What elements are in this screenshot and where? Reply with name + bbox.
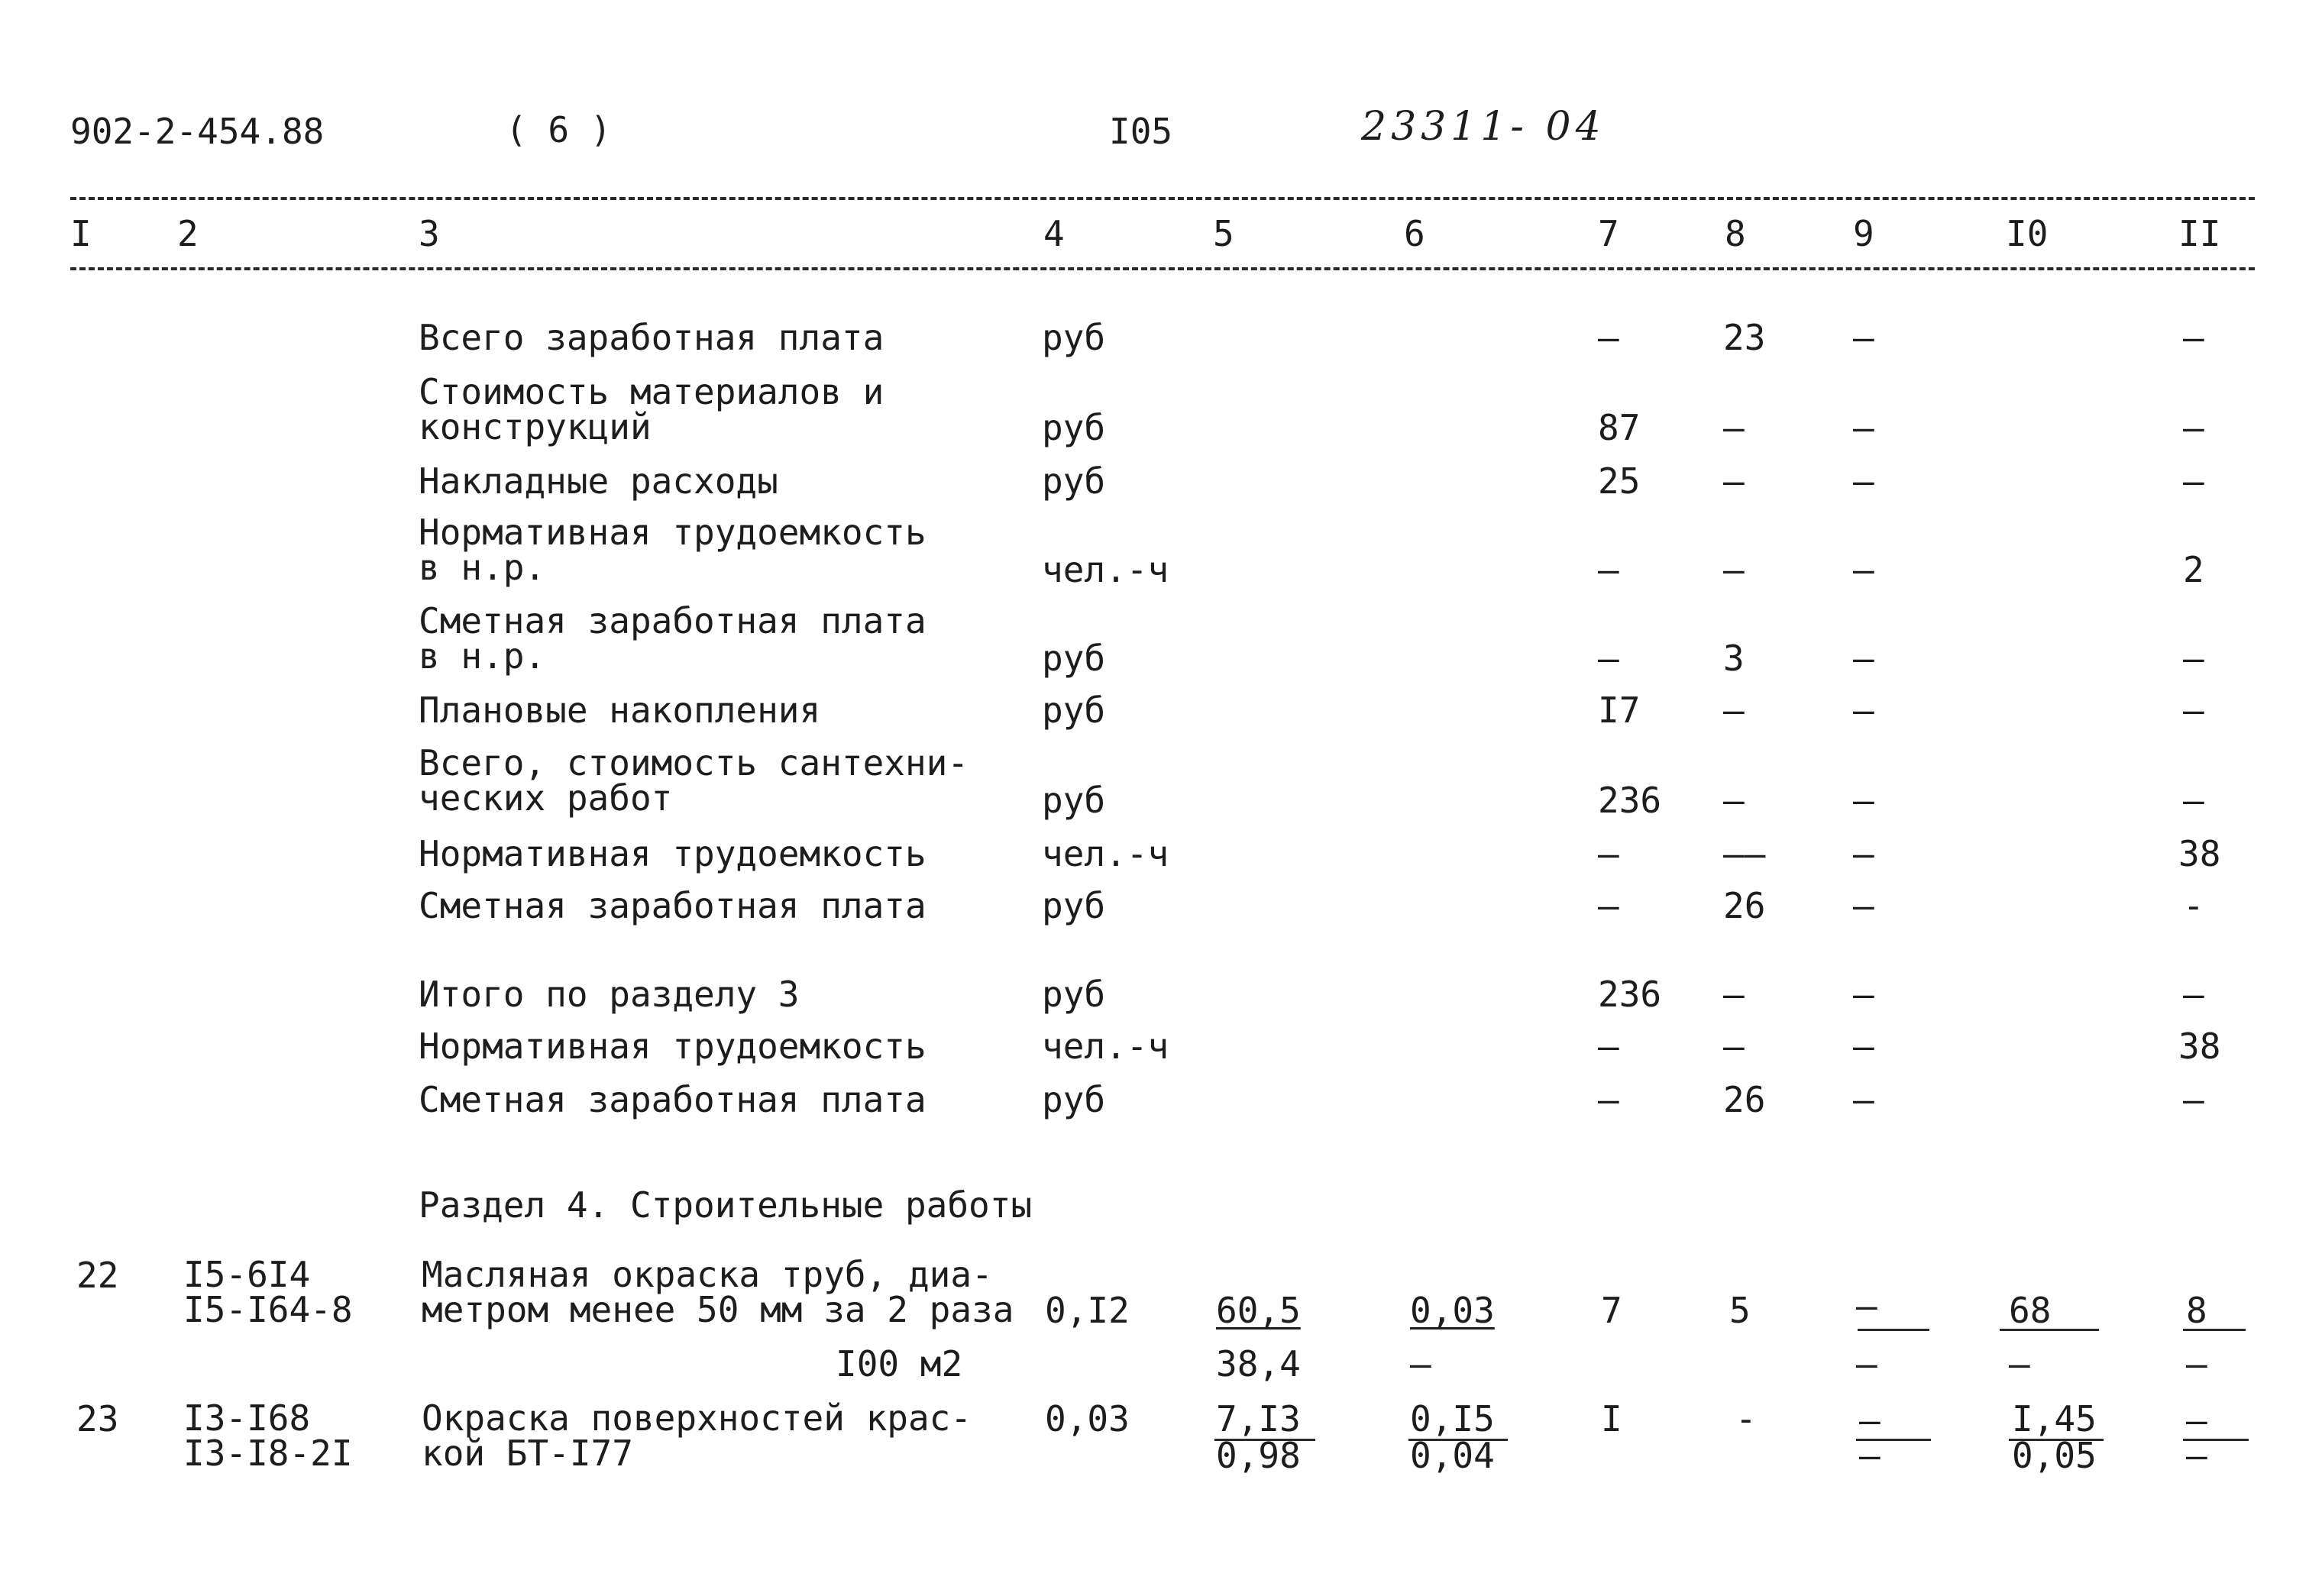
col-header-8: 8 (1725, 213, 1746, 254)
row-unit: чел.-ч (1042, 833, 1169, 874)
row-col11: - (2183, 885, 2204, 926)
row-col11: 38 (2178, 833, 2221, 874)
row-col11: – (2183, 407, 2204, 448)
item-col11-top: 8 (2186, 1290, 2207, 1331)
row-col7: – (1598, 885, 1619, 926)
row-label: Стоимость материалов и (419, 371, 884, 412)
row-col7: – (1598, 833, 1619, 874)
row-col9: – (1853, 407, 1874, 448)
row-col11: – (2183, 317, 2204, 358)
header-top-rule (70, 197, 2255, 200)
row-col11: – (2183, 690, 2204, 731)
item-col6-top: 0,I5 (1410, 1398, 1495, 1439)
row-col9: – (1853, 885, 1874, 926)
row-label: в н.р. (419, 635, 546, 677)
item-col8: 5 (1729, 1290, 1751, 1331)
item-col8: - (1735, 1398, 1757, 1439)
fraction-line (2183, 1329, 2246, 1331)
row-col8: – (1723, 549, 1745, 590)
row-col11: – (2183, 638, 2204, 679)
item-col6-bottom: – (1410, 1343, 1431, 1384)
item-col5-bottom: 38,4 (1216, 1343, 1301, 1384)
item-col6-bottom: 0,04 (1410, 1435, 1495, 1476)
row-col8: – (1723, 974, 1745, 1015)
item-col7: I (1601, 1398, 1622, 1439)
col-header-7: 7 (1598, 213, 1619, 254)
row-col11: – (2183, 1079, 2204, 1120)
row-col8: – (1723, 690, 1745, 731)
row-label: Нормативная трудоемкость (419, 1026, 927, 1067)
row-col9: – (1853, 549, 1874, 590)
item-col9-bottom: – (1859, 1435, 1881, 1476)
item-description: Масляная окраска труб, диа- (422, 1254, 993, 1295)
col-header-10: I0 (2006, 213, 2049, 254)
item-col5-top: 7,I3 (1216, 1398, 1301, 1439)
row-unit: руб (1042, 317, 1106, 358)
row-col7: 236 (1598, 974, 1662, 1015)
row-col8: –– (1723, 833, 1766, 874)
row-col9: – (1853, 974, 1874, 1015)
row-col9: – (1853, 1079, 1874, 1120)
item-col9-bottom: – (1856, 1343, 1877, 1384)
row-col7: – (1598, 549, 1619, 590)
item-col10-top: 68 (2009, 1290, 2052, 1331)
row-col7: – (1598, 1079, 1619, 1120)
col-header-1: I (70, 213, 92, 254)
row-col8: – (1723, 780, 1745, 821)
row-label: Всего заработная плата (419, 317, 884, 358)
row-col8: – (1723, 460, 1745, 502)
row-unit: руб (1042, 638, 1106, 679)
row-col7: – (1598, 1026, 1619, 1067)
row-label: Нормативная трудоемкость (419, 833, 927, 874)
item-number: 23 (76, 1398, 119, 1439)
col-header-4: 4 (1043, 213, 1065, 254)
row-col7: 87 (1598, 407, 1641, 448)
fraction-line (2000, 1329, 2099, 1331)
row-col8: – (1723, 407, 1745, 448)
row-col9: – (1853, 780, 1874, 821)
row-label: Накладные расходы (419, 460, 778, 502)
item-quantity: 0,03 (1045, 1398, 1130, 1439)
item-col11-bottom: – (2186, 1343, 2207, 1384)
row-col11: 2 (2183, 549, 2204, 590)
handwritten-number: 23311- 04 (1361, 104, 1606, 150)
col-header-5: 5 (1213, 213, 1234, 254)
row-col9: – (1853, 1026, 1874, 1067)
header-bottom-rule (70, 267, 2255, 270)
part-number: ( 6 ) (506, 109, 612, 150)
row-col9: – (1853, 833, 1874, 874)
row-col11: – (2183, 780, 2204, 821)
col-header-6: 6 (1404, 213, 1425, 254)
row-unit: руб (1042, 780, 1106, 821)
row-unit: руб (1042, 460, 1106, 502)
item-col10-top: I,45 (2012, 1398, 2097, 1439)
item-number: 22 (76, 1255, 119, 1296)
row-unit: руб (1042, 885, 1106, 926)
item-col10-bottom: – (2009, 1343, 2030, 1384)
item-col11-top: – (2186, 1400, 2207, 1441)
col-header-2: 2 (177, 213, 199, 254)
page-number: I05 (1109, 111, 1173, 152)
item-col11-bottom: – (2186, 1435, 2207, 1476)
row-col11: – (2183, 974, 2204, 1015)
row-label: Всего, стоимость сантехни- (419, 742, 969, 783)
row-unit: руб (1042, 407, 1106, 448)
row-label: Сметная заработная плата (419, 600, 927, 641)
item-description: метром менее 50 мм за 2 раза (422, 1289, 1014, 1330)
row-label: Плановые накопления (419, 690, 821, 731)
row-col9: – (1853, 638, 1874, 679)
row-label: в н.р. (419, 547, 546, 588)
row-label: Итого по разделу 3 (419, 974, 800, 1015)
item-col5-bottom: 0,98 (1216, 1435, 1301, 1476)
item-col7: 7 (1601, 1290, 1622, 1331)
col-header-9: 9 (1853, 213, 1874, 254)
row-label: ческих работ (419, 777, 673, 819)
row-unit: руб (1042, 690, 1106, 731)
row-label: Нормативная трудоемкость (419, 512, 927, 553)
row-col8: 3 (1723, 638, 1745, 679)
row-col7: 236 (1598, 780, 1662, 821)
item-col10-bottom: 0,05 (2012, 1435, 2097, 1476)
row-col7: – (1598, 638, 1619, 679)
item-unit: I00 м2 (836, 1343, 963, 1384)
doc-code: 902-2-454.88 (70, 111, 325, 152)
row-unit: чел.-ч (1042, 1026, 1169, 1067)
row-col7: 25 (1598, 460, 1641, 502)
item-description: Окраска поверхностей крас- (422, 1397, 972, 1439)
row-col11: – (2183, 460, 2204, 502)
row-col7: – (1598, 317, 1619, 358)
row-unit: чел.-ч (1042, 549, 1169, 590)
row-col11: 38 (2178, 1026, 2221, 1067)
row-label: Сметная заработная плата (419, 1079, 927, 1120)
col-header-3: 3 (419, 213, 440, 254)
fraction-line (1858, 1329, 1929, 1331)
item-code: I3-I68 (183, 1397, 311, 1439)
item-code: I3-I8-2I (183, 1433, 353, 1474)
row-col9: – (1853, 460, 1874, 502)
row-unit: руб (1042, 974, 1106, 1015)
row-label: Сметная заработная плата (419, 885, 927, 926)
col-header-11: II (2178, 213, 2221, 254)
row-col8: – (1723, 1026, 1745, 1067)
item-code: I5-6I4 (183, 1254, 311, 1295)
row-col8: 23 (1723, 317, 1766, 358)
item-col6-top: 0,03 (1410, 1290, 1495, 1331)
item-col5-top: 60,5 (1216, 1290, 1301, 1331)
row-col9: – (1853, 690, 1874, 731)
row-col8: 26 (1723, 1079, 1766, 1120)
item-quantity: 0,I2 (1045, 1290, 1130, 1331)
row-label: конструкций (419, 406, 652, 447)
item-code: I5-I64-8 (183, 1289, 353, 1330)
section-title: Раздел 4. Строительные работы (419, 1184, 1033, 1226)
row-col7: I7 (1598, 690, 1641, 731)
row-col9: – (1853, 317, 1874, 358)
item-description: кой БТ-I77 (422, 1433, 633, 1474)
item-col9-top: – (1859, 1400, 1881, 1441)
row-col8: 26 (1723, 885, 1766, 926)
row-unit: руб (1042, 1079, 1106, 1120)
item-col9-top: – (1856, 1285, 1877, 1326)
